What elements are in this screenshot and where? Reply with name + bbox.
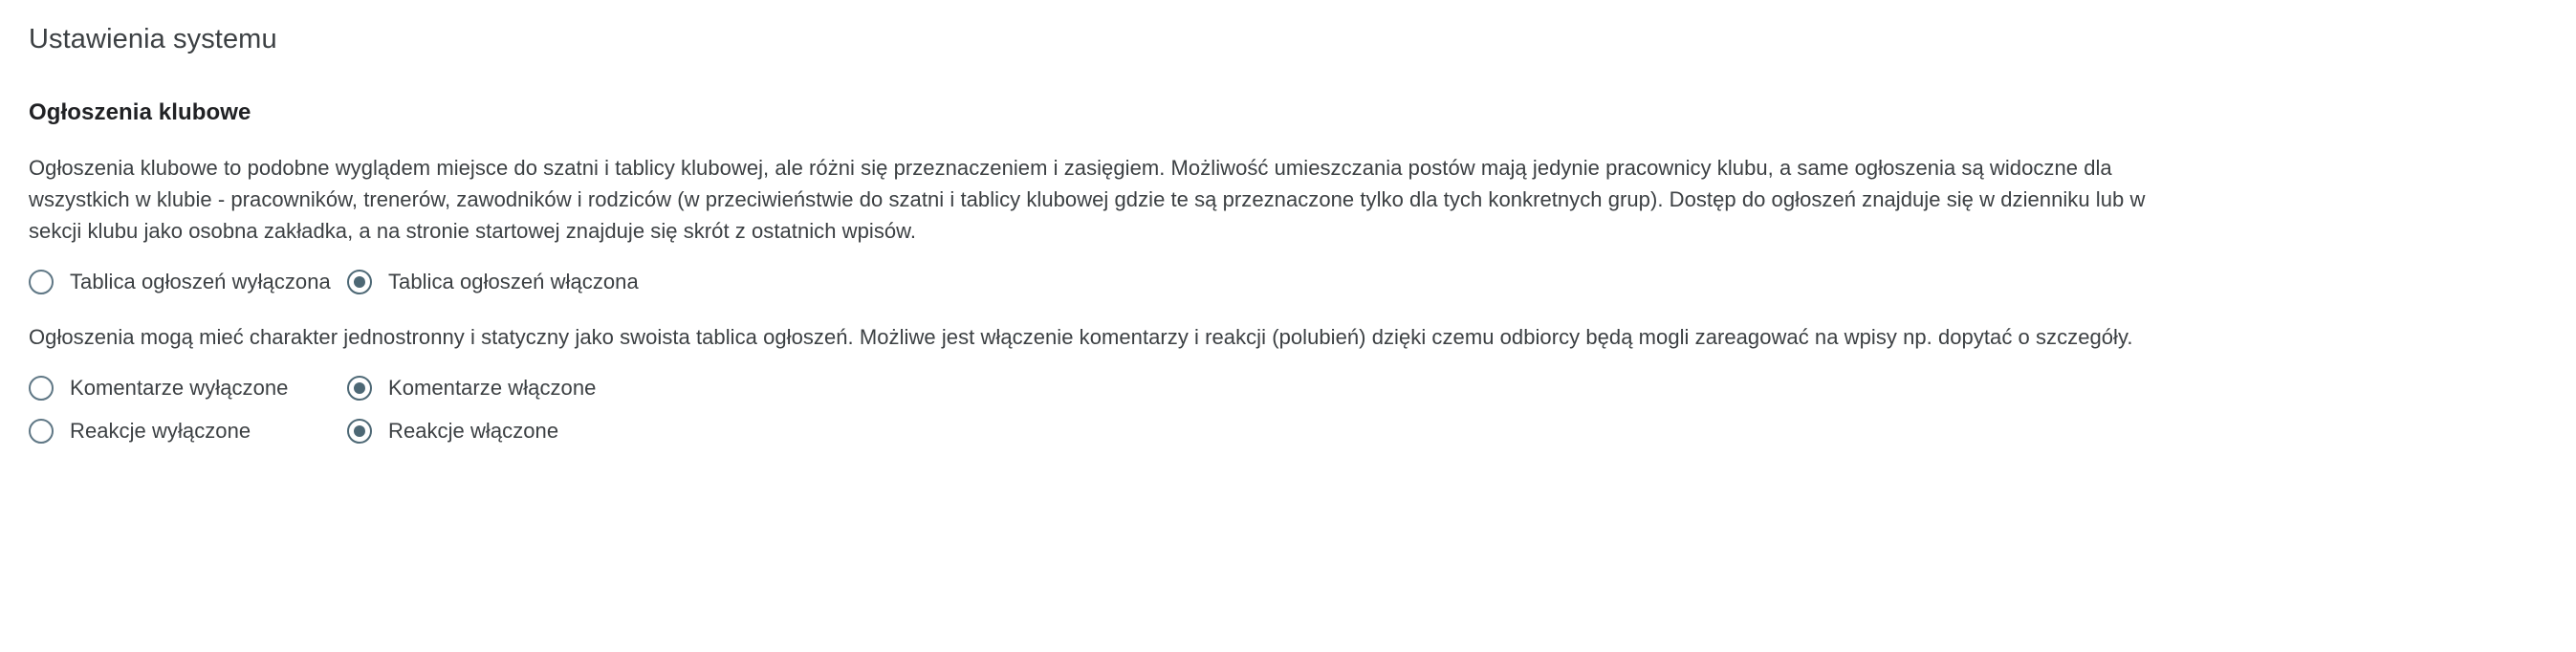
section-description: Ogłoszenia klubowe to podobne wyglądem miejsce do szatni i tablicy klubowej, ale różni się przeznaczeniem i zasięgiem. Możliwość umieszczania postów mają jedynie pracownicy klubu, a same ogłoszenia są widoczne dla wszystkich w klubie - pracowników, trenerów, zawodników i rodziców (w przeciwieństwie do szatni i tablicy klubowej gdzie te są przeznaczone tylko dla tych konkretnych grup). Dostęp do ogłoszeń znajduje się w dzienniku lub w sekcji klubu jako osobna zakładka, a na stronie startowej znajduje się skrót z ostatnich wpisów. (29, 156, 2146, 243)
radio-circle-selected-icon[interactable] (347, 419, 372, 444)
radio-comments-on-label: Komentarze włączone (388, 376, 597, 400)
section-heading-club-announcements: Ogłoszenia klubowe (29, 99, 251, 125)
radio-circle-icon[interactable] (29, 270, 54, 294)
radio-board-off[interactable] (29, 270, 347, 294)
radio-comments-off-label: Komentarze wyłączone (70, 376, 289, 400)
radio-board-on[interactable] (347, 270, 639, 294)
radio-reactions-off-label: Reakcje wyłączone (70, 419, 251, 443)
radio-circle-icon[interactable] (29, 419, 54, 444)
reactions-radio-group (29, 401, 2547, 444)
radio-comments-on[interactable] (347, 376, 596, 401)
radio-reactions-off[interactable] (29, 419, 347, 444)
radio-comments-off[interactable] (29, 376, 347, 401)
board-radio-group (29, 247, 2547, 294)
page-title: Ustawienia systemu (29, 24, 277, 54)
radio-reactions-on-label: Reakcje włączone (388, 419, 559, 443)
comments-radio-group (29, 353, 2547, 401)
radio-circle-icon[interactable] (29, 376, 54, 401)
section-secondary-description: Ogłoszenia mogą mieć charakter jednostronny i statyczny jako swoista tablica ogłoszeń. Możliwe jest włączenie komentarzy i reakcji (polubień) dzięki czemu odbiorcy będą mogli zareagować na wpisy np. dopytać o szczegóły. (29, 325, 2133, 349)
radio-circle-selected-icon[interactable] (347, 376, 372, 401)
radio-board-off-label: Tablica ogłoszeń wyłączona (70, 270, 331, 293)
radio-board-on-label: Tablica ogłoszeń włączona (388, 270, 639, 293)
radio-reactions-on[interactable] (347, 419, 558, 444)
radio-circle-selected-icon[interactable] (347, 270, 372, 294)
